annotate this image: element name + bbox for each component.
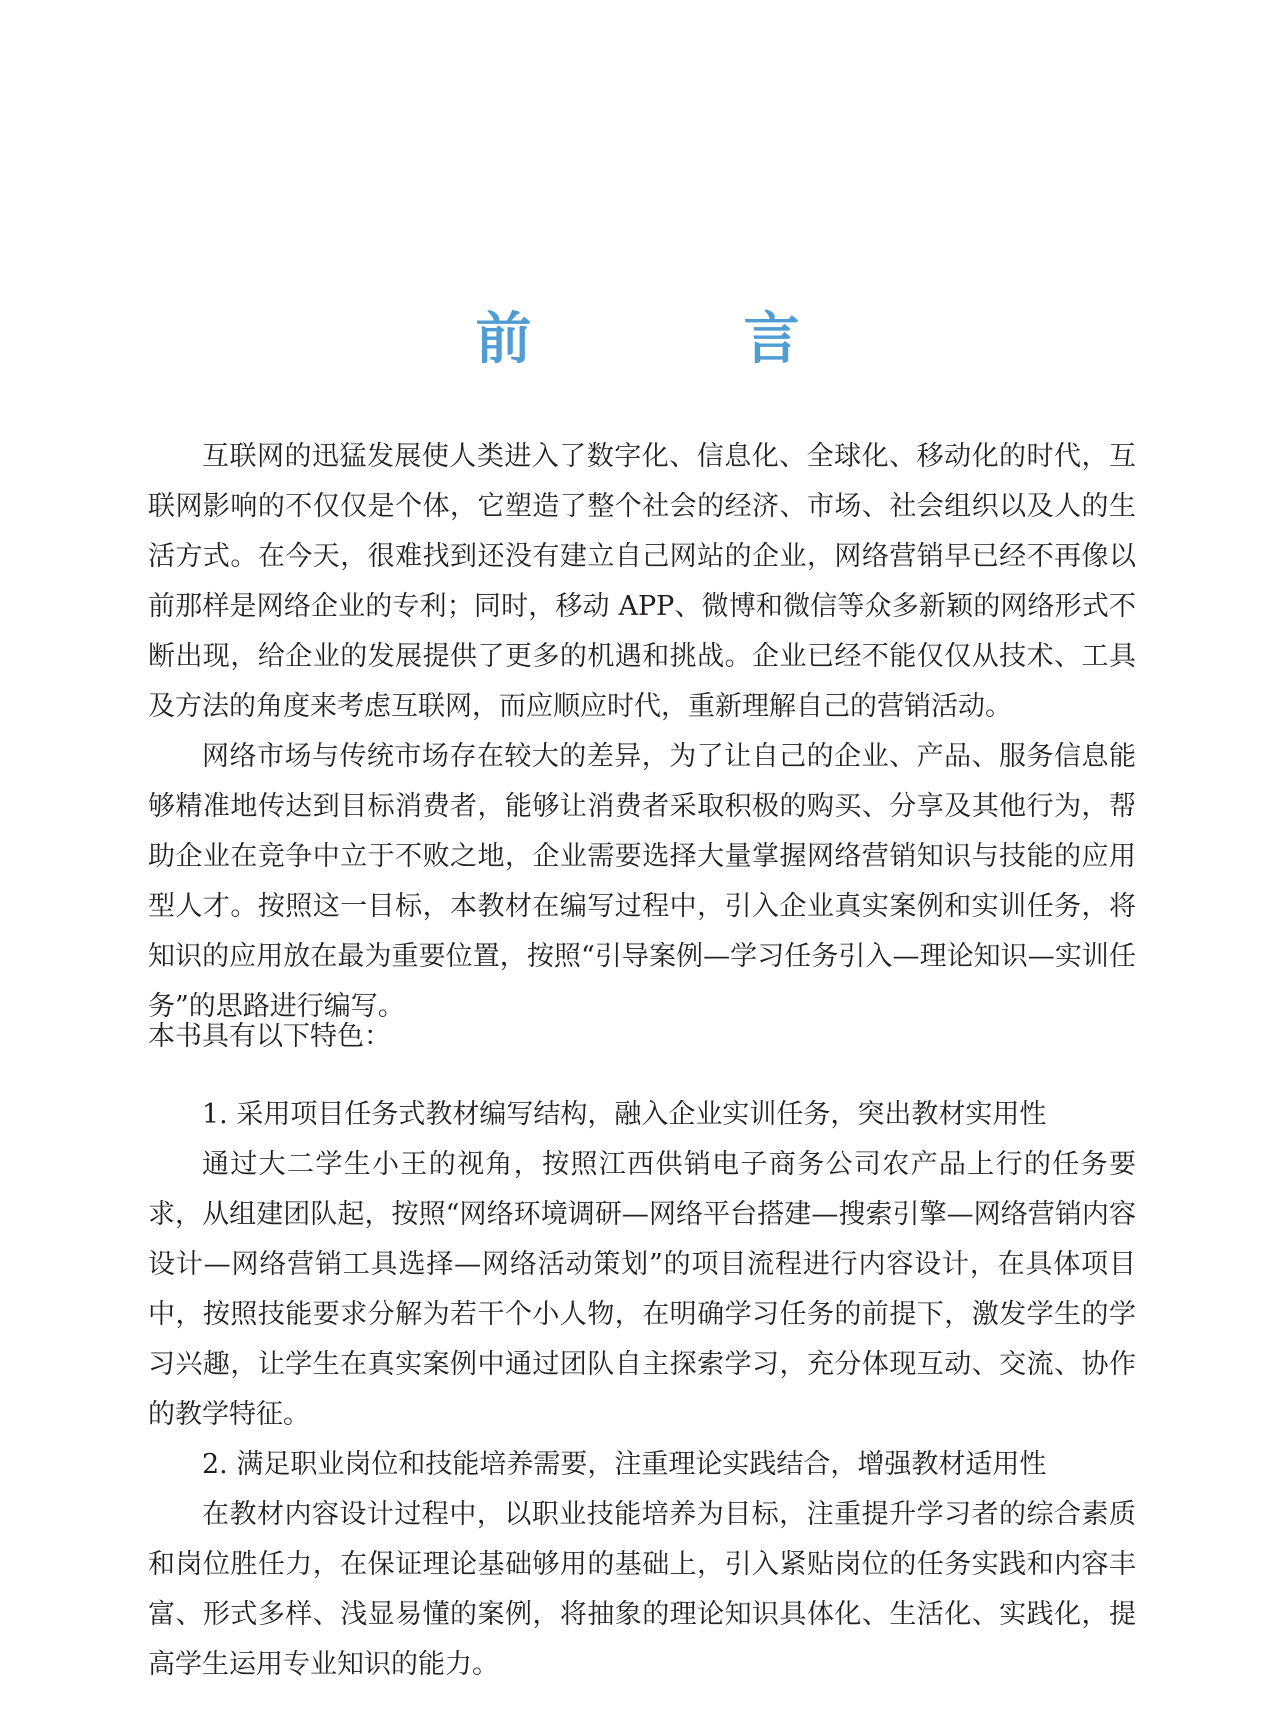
feature-2-heading: 2. 满足职业岗位和技能培养需要，注重理论实践结合，增强教材适用性 [202,1449,1047,1480]
feature-1-heading: 1. 采用项目任务式教材编写结构，融入企业实训任务，突出教材实用性 [202,1099,1047,1130]
feature-1-body: 通过大二学生小王的视角，按照江西供销电子商务公司农产品上行的任务要求，从组建团队起，按照“网络环境调研—网络平台搭建—搜索引擎—网络营销内容设计—网络营销工具选择—网络活动策划”的项目流程进行内容设计，在具体项目中，按照技能要求分解为若干个小人物，在明确学习任务的前提下，激发学生的学习兴趣，让学生在真实案例中通过团队自主探索学习，充分体现互动、交流、协作的教学特征。 [148,1149,1136,1430]
paragraph-intro: 互联网的迅猛发展使人类进入了数字化、信息化、全球化、移动化的时代，互联网影响的不仅仅是个体，它塑造了整个社会的经济、市场、社会组织以及人的生活方式。在今天，很难找到还没有建立自己网站的企业，网络营销早已经不再像以前那样是网络企业的专利；同时，移动 APP、微博和微信等众多新颖的网络形式不断出现，给企业的发展提供了更多的机遇和挑战。企业已经不能仅仅从技术、工具及方法的角度来考虑互联网，而应顺应时代，重新理解自己的营销活动。 [148,441,1136,722]
paragraph-market: 网络市场与传统市场存在较大的差异，为了让自己的企业、产品、服务信息能够精准地传达到目标消费者，能够让消费者采取积极的购买、分享及其他行为，帮助企业在竞争中立于不败之地，企业需要选择大量掌握网络营销知识与技能的应用型人才。按照这一目标，本教材在编写过程中，引入企业真实案例和实训任务，将知识的应用放在最为重要位置，按照“引导案例—学习任务引入—理论知识—实训任务”的思路进行编写。 [148,741,1136,1022]
preface-body-part-3 [148,1090,1136,1690]
feature-2-body: 在教材内容设计过程中，以职业技能培养为目标，注重提升学习者的综合素质和岗位胜任力，在保证理论基础够用的基础上，引入紧贴岗位的任务实践和内容丰富、形式多样、浅显易懂的案例，将抽象的理论知识具体化、生活化、实践化，提高学生运用专业知识的能力。 [148,1499,1136,1680]
page-title: 前 言 [475,307,878,372]
preface-body-part-1 [148,432,1136,1032]
preface-body-part-2 [148,1012,1136,1062]
features-heading: 本书具有以下特色： [148,1021,391,1052]
